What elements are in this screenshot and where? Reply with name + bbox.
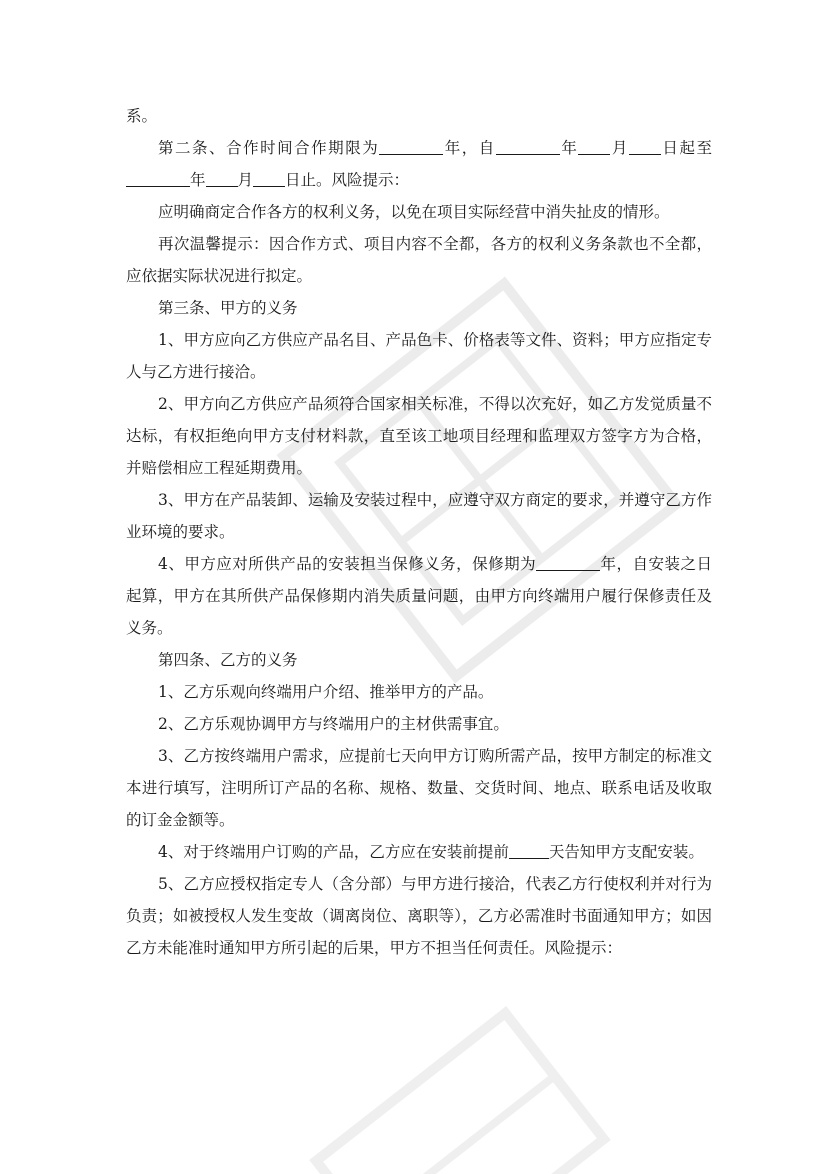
paragraph-3-3 xyxy=(126,484,712,548)
text: 年，自 xyxy=(443,139,496,157)
paragraph-3-4 xyxy=(126,548,712,644)
text: 月 xyxy=(610,139,629,157)
text: 5、乙方应授权指定专人（含分部）与甲方进行接洽，代表乙方行使权利并对行为负责；如被授权人发生变故（调离岗位、离职等），乙方必需准时书面通知甲方；如因乙方未能准时通知甲方所引起的后果，甲方不担当任何责任。风险提示： xyxy=(126,875,712,957)
text: 年 xyxy=(559,139,579,157)
text: 第三条、甲方的义务 xyxy=(158,299,298,317)
text: 3、甲方在产品装卸、运输及安装过程中，应遵守双方商定的要求，并遵守乙方作业环境的要求。 xyxy=(126,491,712,541)
blank-line xyxy=(509,840,549,859)
paragraph-article-2 xyxy=(126,132,712,196)
heading-article-3 xyxy=(126,292,712,324)
text: 再次温馨提示：因合作方式、项目内容不全都，各方的权利义务条款也不全都，应依据实际状况进行拟定。 xyxy=(126,235,712,285)
blank-line xyxy=(379,136,443,155)
blank-line xyxy=(206,168,238,187)
paragraph-4-3 xyxy=(126,740,712,836)
paragraph-4-4 xyxy=(126,836,712,868)
watermark-graphic-bottom xyxy=(302,999,618,1174)
paragraph-risk-note xyxy=(126,196,712,228)
text: 天告知甲方支配安装。 xyxy=(548,843,704,861)
text: 系。 xyxy=(126,107,158,125)
paragraph-continuation xyxy=(126,100,712,132)
text: 年，自安装之日起算，甲方在其所供产品保修期内消失质量问题，由甲方向终端用户履行保修责任及义务。 xyxy=(126,555,712,637)
blank-line xyxy=(126,168,190,187)
text: 2、乙方乐观协调甲方与终端用户的主材供需事宜。 xyxy=(158,715,509,733)
text: 应明确商定合作各方的权利义务，以免在项目实际经营中消失扯皮的情形。 xyxy=(158,203,670,221)
paragraph-4-5 xyxy=(126,868,712,964)
heading-article-4 xyxy=(126,644,712,676)
blank-line xyxy=(629,136,661,155)
blank-line xyxy=(536,552,600,571)
document-body xyxy=(126,100,712,964)
text: 1、乙方乐观向终端用户介绍、推举甲方的产品。 xyxy=(158,683,494,701)
paragraph-4-2 xyxy=(126,708,712,740)
text: 2、甲方向乙方供应产品须符合国家相关标准，不得以次充好，如乙方发觉质量不达标，有权拒绝向甲方支付材料款，直至该工地项目经理和监理双方签字方为合格，并赔偿相应工程延期费用。 xyxy=(126,395,712,477)
text: 日起至 xyxy=(660,139,712,157)
text: 第二条、合作时间合作期限为 xyxy=(158,139,380,157)
paragraph-3-2 xyxy=(126,388,712,484)
text: 1、甲方应向乙方供应产品名目、产品色卡、价格表等文件、资料；甲方应指定专人与乙方进行接洽。 xyxy=(126,331,712,381)
text: 月 xyxy=(237,171,254,189)
blank-line xyxy=(578,136,610,155)
blank-line xyxy=(496,136,560,155)
text: 4、对于终端用户订购的产品，乙方应在安装前提前 xyxy=(158,843,509,861)
text: 日止。风险提示： xyxy=(285,171,410,189)
text: 4、甲方应对所供产品的安装担当保修义务，保修期为 xyxy=(158,555,537,573)
text: 3、乙方按终端用户需求，应提前七天向甲方订购所需产品，按甲方制定的标准文本进行填写，注明所订产品的名称、规格、数量、交货时间、地点、联系电话及收取的订金金额等。 xyxy=(126,747,712,829)
paragraph-reminder xyxy=(126,228,712,292)
paragraph-3-1 xyxy=(126,324,712,388)
blank-line xyxy=(253,168,285,187)
paragraph-4-1 xyxy=(126,676,712,708)
text: 第四条、乙方的义务 xyxy=(158,651,298,669)
text: 年 xyxy=(190,171,206,189)
